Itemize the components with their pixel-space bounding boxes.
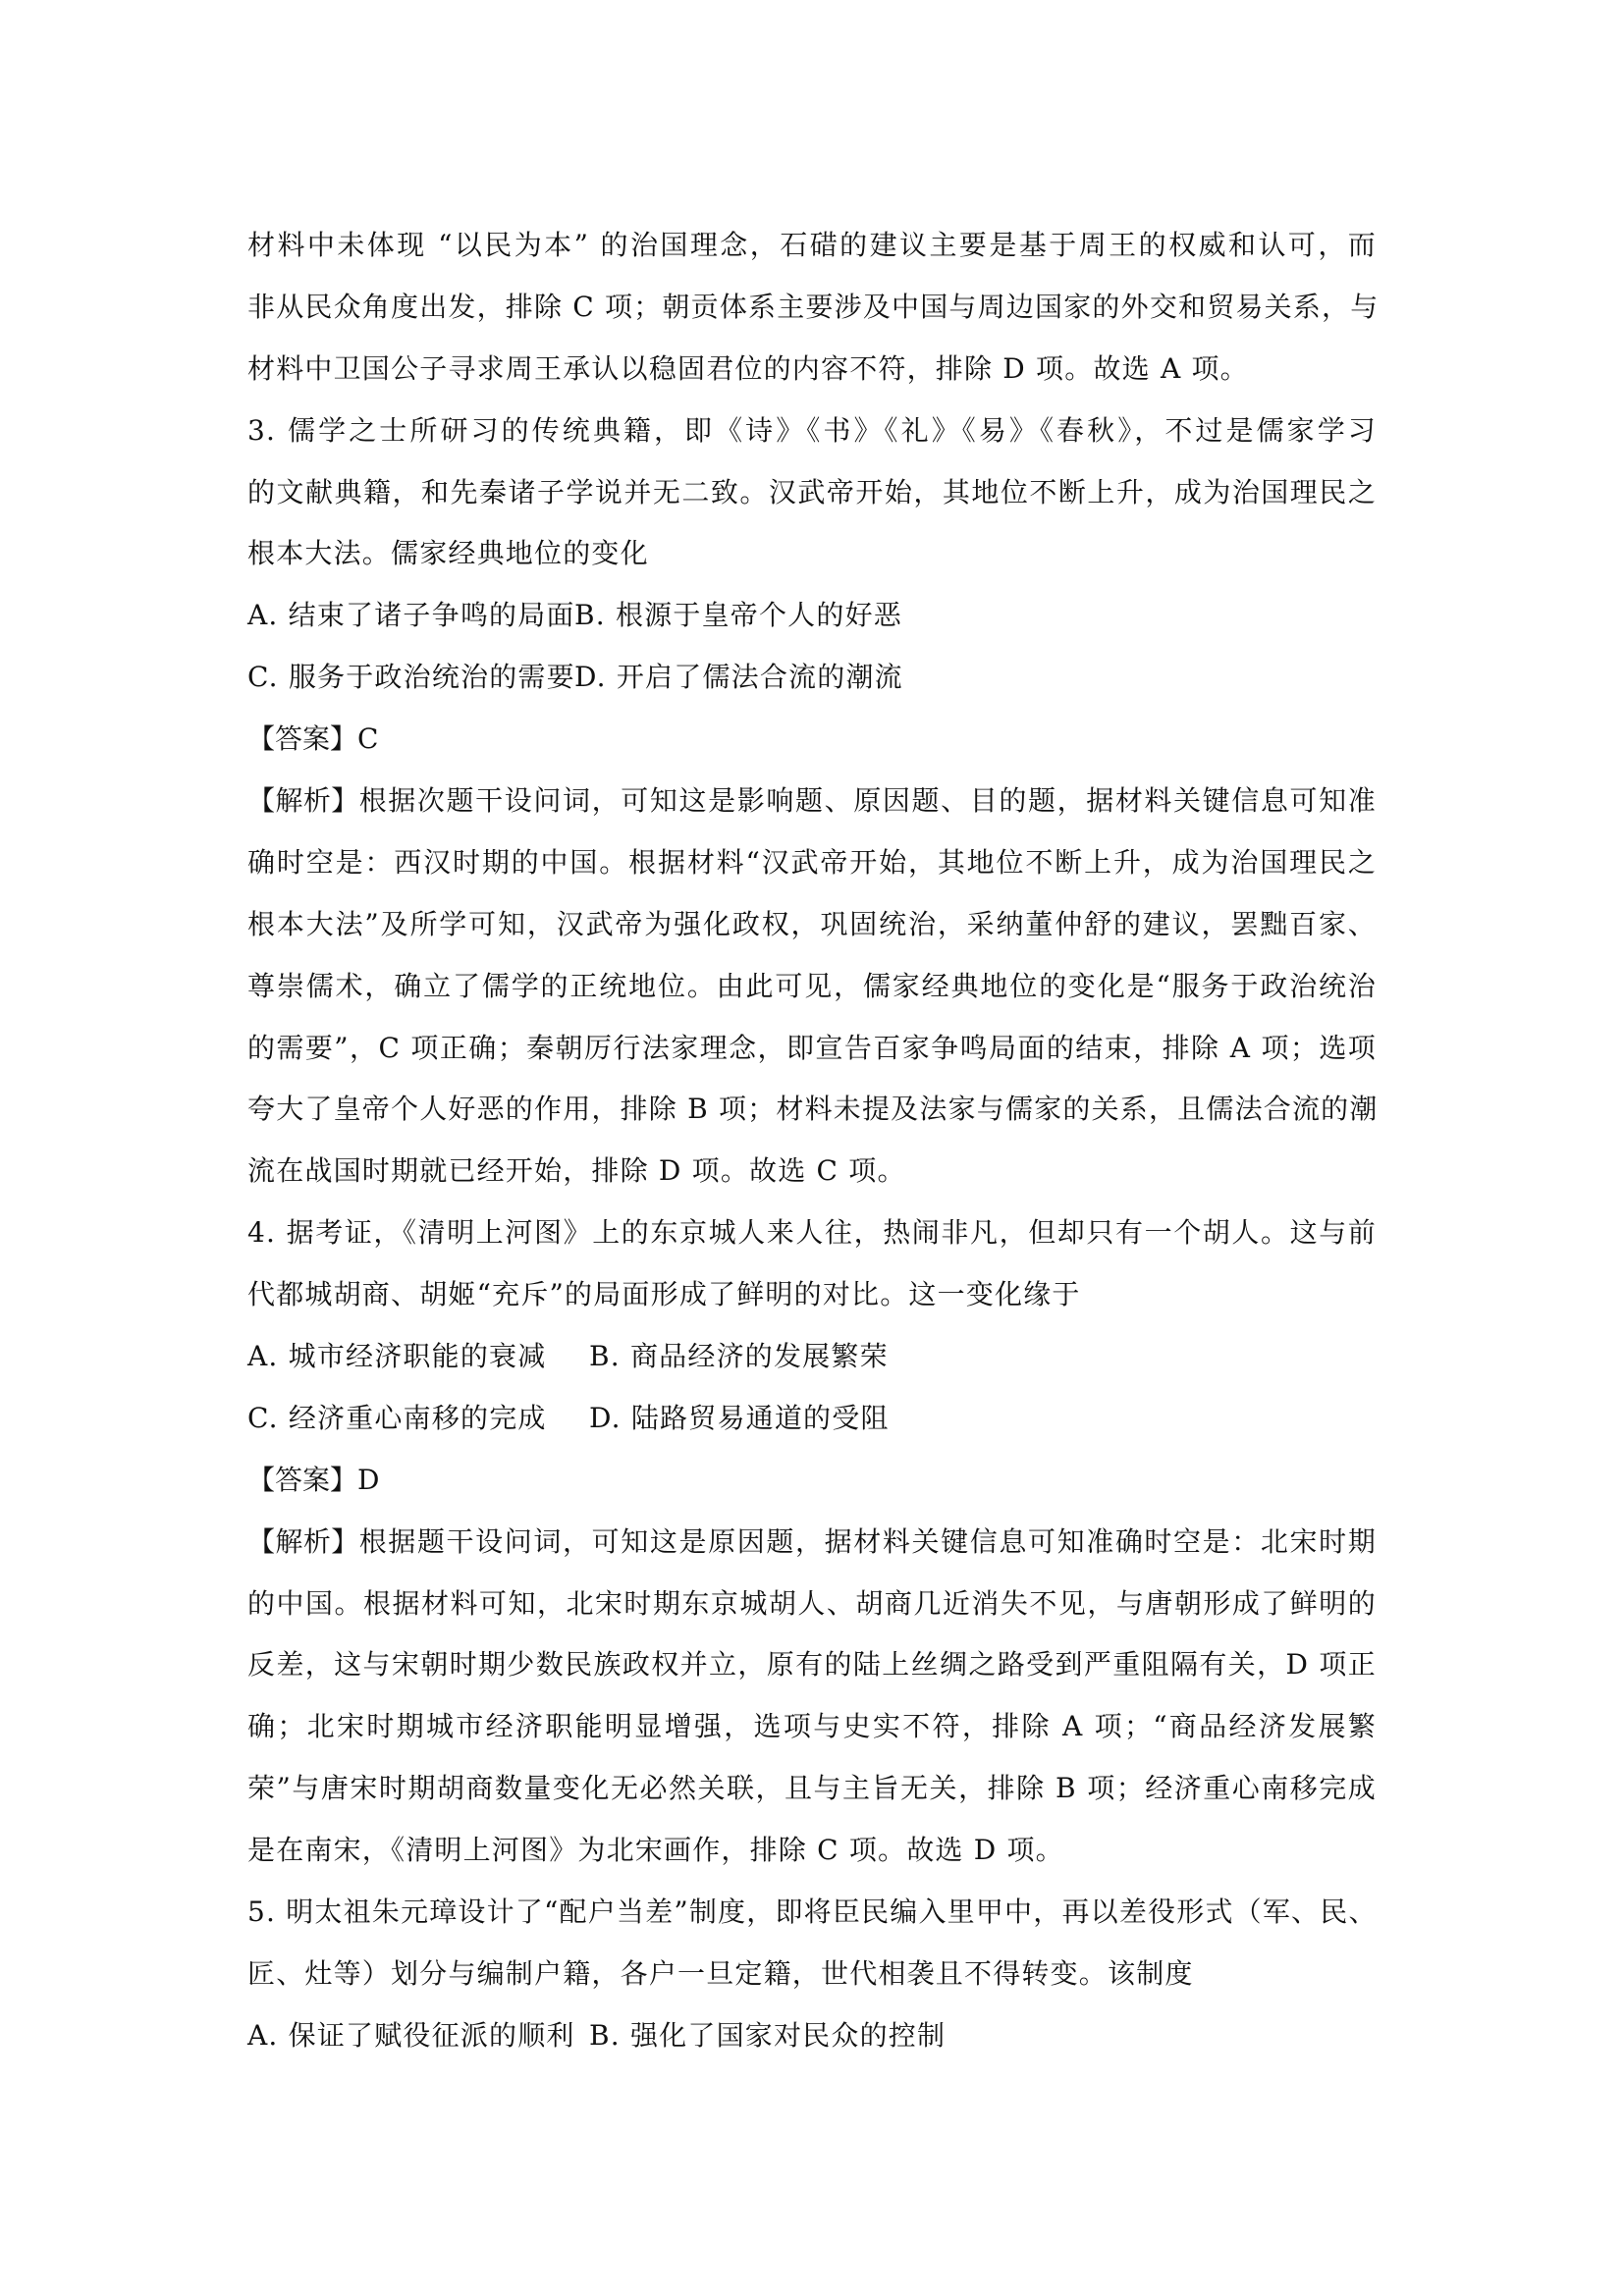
question-4-option-a: A. 城市经济职能的衰减 [247,1340,547,1373]
question-3-options-row-2 [247,647,1386,709]
answer-value: C [357,722,380,756]
question-3-stem-line: 3. 儒学之士所研习的传统典籍，即《诗》《书》《礼》《易》《春秋》，不过是儒家学习 [247,413,1377,447]
question-4-stem-line: 代都城胡商、胡姬“充斥”的局面形成了鲜明的对比。这一变化缘于 [247,1278,1081,1311]
question-3-option-a: A. 结束了诸子争鸣的局面 [247,599,575,632]
question-5-options-row-1 [247,2005,1386,2067]
question-4-options-row-1 [247,1326,1386,1388]
question-3-explanation-line: 流在战国时期就已经开始，排除 D 项。故选 C 项。 [247,1154,906,1188]
question-4-option-b: B. 商品经济的发展繁荣 [589,1340,889,1373]
question-3-explanation-line: 的需要”，C 项正确；秦朝厉行法家理念，即宣告百家争鸣局面的结束，排除 A 项；选项 [247,1031,1377,1064]
answer-label: 【答案】 [247,1463,358,1496]
question-3-answer [247,709,1386,771]
question-3-explanation-line: 尊崇儒术，确立了儒学的正统地位。由此可见，儒家经典地位的变化是“服务于政治统治 [247,969,1377,1002]
question-4-explanation-line: 是在南宋，《清明上河图》为北宋画作，排除 C 项。故选 D 项。 [247,1834,1064,1867]
question-4-option-d: D. 陆路贸易通道的受阻 [589,1401,890,1434]
question-4-stem-line: 4. 据考证，《清明上河图》上的东京城人来人往，热闹非凡，但却只有一个胡人。这与前 [247,1216,1377,1250]
question-5-option-a: A. 保证了赋役征派的顺利 [247,2018,575,2052]
question-5-option-b: B. 强化了国家对民众的控制 [589,2018,947,2052]
question-3-option-d: D. 开启了儒法合流的潮流 [574,661,903,694]
question-4-explanation-line: 的中国。根据材料可知，北宋时期东京城胡人、胡商几近消失不见，与唐朝形成了鲜明的 [247,1586,1377,1620]
document-page [247,215,1386,2067]
question-3-option-c: C. 服务于政治统治的需要 [247,661,575,694]
prev-explanation-line: 材料中未体现 “以民为本” 的治国理念，石碏的建议主要是基于周王的权威和认可，而 [247,229,1377,261]
question-3-explanation-line [247,771,1377,832]
question-4-explanation-line [247,1512,1377,1574]
question-3-stem-line: 根本大法。儒家经典地位的变化 [247,537,649,570]
question-3-explanation-line: 根本大法”及所学可知，汉武帝为强化政权，巩固统治，采纳董仲舒的建议，罢黜百家、 [247,907,1377,940]
question-3-explanation-line: 确时空是：西汉时期的中国。根据材料“汉武帝开始，其地位不断上升，成为治国理民之 [247,845,1377,879]
question-3-options-row-1 [247,585,1386,647]
question-3-stem-line: 的文献典籍，和先秦诸子学说并无二致。汉武帝开始，其地位不断上升，成为治国理民之 [247,475,1377,508]
answer-value: D [357,1463,381,1496]
question-4-answer [247,1450,1386,1512]
question-3-explanation-line: 夸大了皇帝个人好恶的作用，排除 B 项；材料未提及法家与儒家的关系，且儒法合流的潮 [247,1093,1379,1126]
question-4-explanation-line: 确；北宋时期城市经济职能明显增强，选项与史实不符，排除 A 项；“商品经济发展繁 [247,1710,1377,1743]
question-5-stem-line: 匠、灶等）划分与编制户籍，各户一旦定籍，世代相袭且不得转变。该制度 [247,1956,1194,1990]
question-3-option-b: B. 根源于皇帝个人的好恶 [574,599,902,632]
question-4-option-c: C. 经济重心南移的完成 [247,1401,547,1434]
prev-explanation-line: 材料中卫国公子寻求周王承认以稳固君位的内容不符，排除 D 项。故选 A 项。 [247,351,1249,385]
explanation-text: 根据次题干设问词，可知这是影响题、原因题、目的题，据材料关键信息可知准 [358,784,1377,818]
question-4-explanation-line: 反差，这与宋朝时期少数民族政权并立，原有的陆上丝绸之路受到严重阻隔有关，D 项正 [247,1648,1377,1682]
question-4-options-row-2 [247,1388,1386,1450]
explanation-text: 根据题干设问词，可知这是原因题，据材料关键信息可知准确时空是：北宋时期 [358,1524,1377,1558]
explanation-label: 【解析】 [247,784,359,818]
answer-label: 【答案】 [247,722,358,756]
prev-explanation-line: 非从民众角度出发，排除 C 项；朝贡体系主要涉及中国与周边国家的外交和贸易关系，与 [247,290,1380,323]
question-5-stem-line: 5. 明太祖朱元璋设计了“配户当差”制度，即将臣民编入里甲中，再以差役形式（军、民、 [247,1896,1378,1929]
explanation-label: 【解析】 [247,1524,359,1558]
question-4-explanation-line: 荣”与唐宋时期胡商数量变化无必然关联，且与主旨无关，排除 B 项；经济重心南移完成 [247,1772,1377,1805]
